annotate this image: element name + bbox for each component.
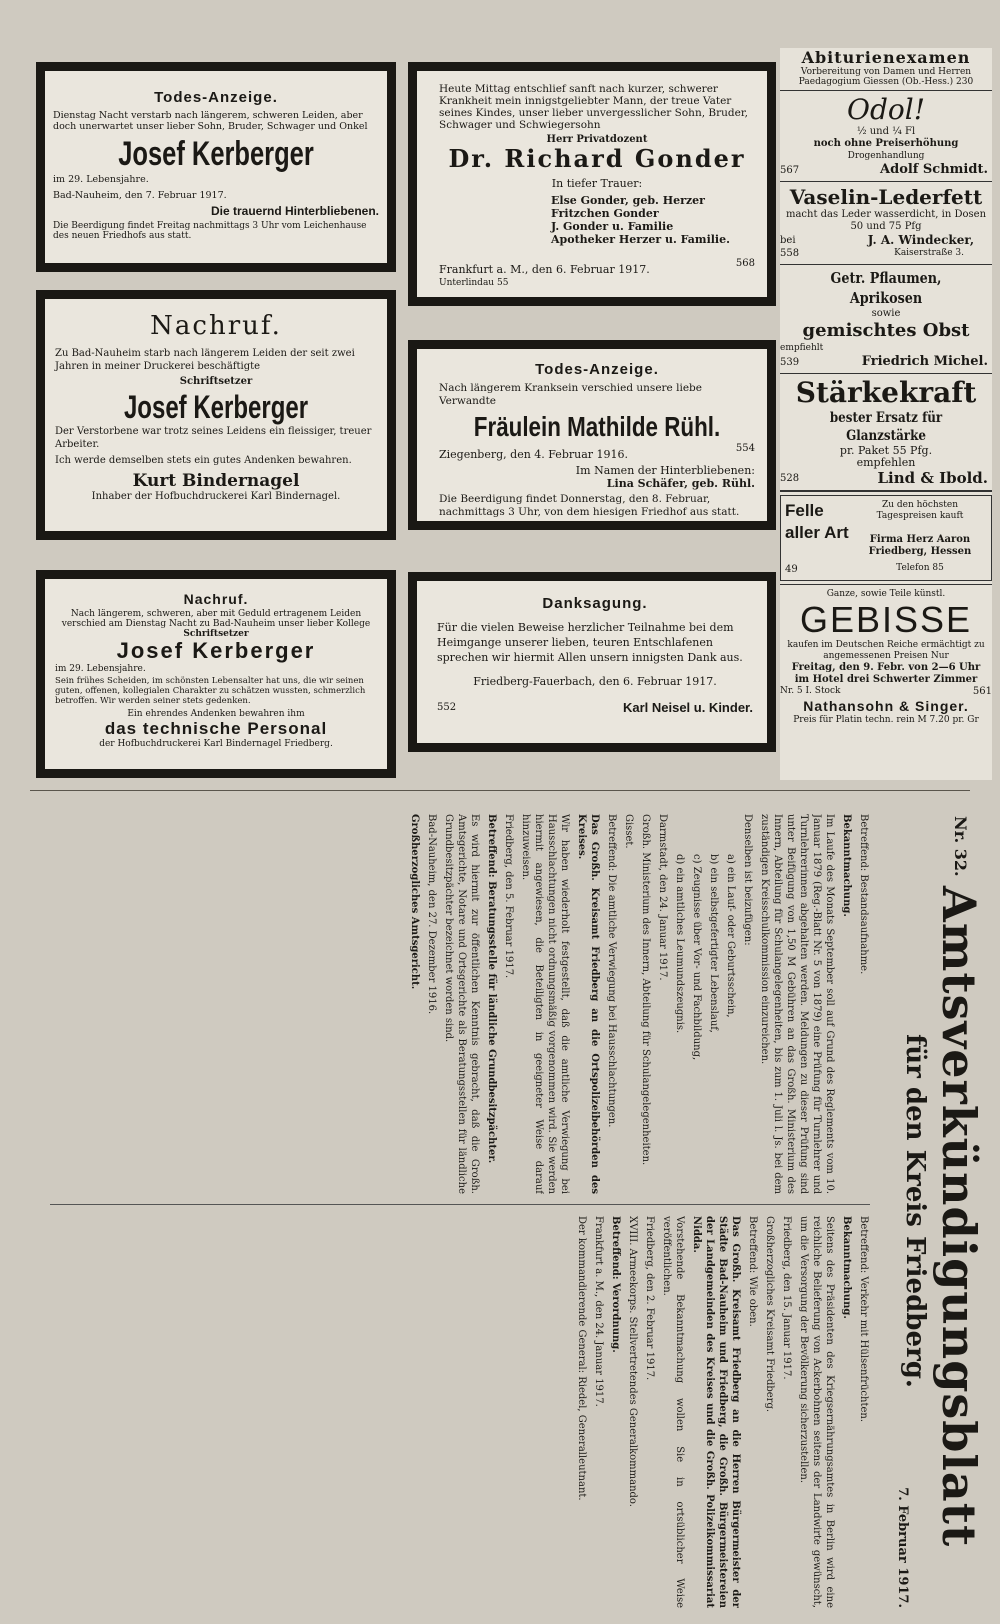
ad2-text2: Der Verstorbene war trotz seines Leidens ein fleissiger, treuer Arbeiter. — [55, 426, 372, 450]
ad3-text2: Sein frühes Scheiden, im schönsten Lebensalter hat uns, die wir seinen guten, offenen, kollegialen Charakter zu schätzen wussten, schmerzlich betroffen. Wir werden seiner stets gedenken. — [55, 676, 366, 706]
ad1-text: Dienstag Nacht verstarb nach längerem, schweren Leiden, aber doch unerwartet unser lieber Sohn, Bruder, Schwager und Onkel — [53, 110, 368, 132]
ad2-heading: Nachruf. — [150, 311, 282, 341]
felle-ad — [780, 495, 992, 581]
vaselin-num: 558 — [780, 248, 800, 259]
gazette-issue: Nr. 32. — [951, 816, 970, 877]
gazette-para: Im Laufe des Monats September soll auf Grund des Reglements vom 10. Januar 1879 (Reg.-Blatt Nr. 5 von 1879) eine Prüfung für Turnlehrer und Turnlehrerinnen abgehalten werden. Meldungen zu dieser Prüfung sind unter Beifügung von 1,50 M Gebühren an das Großh. Ministerium des Innern, Abteilung für Schulangelegenheiten, bis zum 1. Juli l. Js. bei dem zuständigen Kreisschulkommission einzureichen. — [759, 814, 835, 1194]
gazette-para: Betreffend: Bestandsaufnahme. — [858, 814, 869, 975]
pflaumen-title: Getr. Pflaumen, Aprikosen — [830, 269, 942, 307]
ad3-text: Nach längerem, schweren, aber mit Geduld ertragenem Leiden verschied am Dienstag Nacht zu Bad-Nauheim unser lieber Kollege — [61, 609, 371, 629]
gazette-para: c) Zeugnisse über Vor- und Fachbildung, — [691, 854, 702, 1061]
ad1-age: im 29. Lebensjahre. — [53, 174, 149, 185]
ad2-text: Zu Bad-Nauheim starb nach längerem Leiden der seit zwei Jahren in meiner Druckerei beschäftigte — [55, 348, 355, 372]
felle-text: Zu den höchsten Tagespreisen kauft — [876, 500, 964, 521]
gazette-para: Betreffend: Beratungsstelle für ländliche Grundbesitzpächter. — [486, 814, 497, 1164]
ad3-signer: das technische Personal — [104, 719, 328, 738]
ad5-signer: Lina Schäfer, geb. Rühl. — [606, 477, 755, 490]
ad5-text: Nach längerem Kranksein verschied unsere liebe Verwandte — [439, 382, 702, 407]
ad6-text: Für die vielen Beweise herzlicher Teilnahme bei dem Heimgange unserer lieben, teuren Entschlafenen sprechen wir hiermit Allen unsern innigsten Dank aus. — [437, 621, 743, 664]
ad2-signer: Kurt Bindernagel — [132, 471, 300, 491]
ad4-mourner: Fritzchen Gonder — [551, 207, 659, 220]
gebisse-date: Freitag, den 9. Febr. von 2—6 Uhr — [791, 662, 981, 673]
gazette-para: Das Großh. Kreisamt Friedberg an die Ortspolizeibehörden des Kreises. — [576, 814, 600, 1194]
gebisse-num: 561 — [972, 686, 992, 697]
ad2-role: Schriftsetzer — [179, 376, 253, 387]
vaselin-bei: bei — [780, 235, 796, 246]
gazette-para: Bekanntmachung. — [841, 1216, 852, 1319]
ad4-place: Frankfurt a. M., den 6. Februar 1917. — [439, 263, 650, 276]
felle-num: 49 — [785, 564, 798, 575]
pflaumen-name: Friedrich Michel. — [861, 354, 988, 369]
gebisse-title: GEBISSE — [799, 599, 973, 640]
gazette-para: Der kommandierende General: Riedel, Generalleutnant. — [576, 1216, 587, 1501]
gazette-para: Bad-Nauheim, den 27. Dezember 1916. — [426, 814, 437, 1015]
classified-ads-column — [780, 48, 992, 780]
gazette-para: Betreffend: Wie oben. — [747, 1216, 758, 1327]
felle-tel: Telefon 85 — [896, 563, 944, 573]
gazette-para: Bekanntmachung. — [841, 814, 852, 917]
ad4-name: Dr. Richard Gonder — [448, 144, 746, 173]
ad4-number: 568 — [735, 258, 755, 269]
abitur-text: Vorbereitung von Damen und Herren Paedagogium Giessen (Ob.-Hess.) 230 — [798, 67, 974, 87]
death-notice-ad-5 — [408, 340, 776, 530]
gazette-para: Seitens des Präsidenten des Kriegsernährungsamtes in Berlin wird eine reichliche Belieferung von Ackerbohnen seitens der Landwirte gewünscht, um die Versorgung der Bevölkerung sicherzustellen. — [798, 1216, 835, 1608]
ad4-mourner-list — [439, 194, 755, 246]
odol-frac: ½ und ¼ Fl — [856, 126, 916, 137]
ad4-mourner: Else Gonder, geb. Herzer — [551, 194, 705, 207]
gebisse-firm: Nathansohn & Singer. — [803, 698, 969, 714]
gazette-col-left — [50, 814, 870, 1194]
ad2-signer-title: Inhaber der Hofbuchdruckerei Karl Bindernagel. — [91, 491, 341, 502]
odol-num: 567 — [780, 165, 800, 176]
gebisse-hotel: im Hotel drei Schwerter Zimmer — [794, 674, 978, 685]
pflaumen-obst: gemischtes Obst — [802, 320, 970, 341]
ad4-text: Heute Mittag entschlief sanft nach kurzer, schwerer Krankheit mein innigstgeliebter Mann, der treue Vater seines Kindes, unser lieber unvergesslicher Sohn, Bruder, Schwager und Schwiegersohn — [439, 83, 749, 131]
ad5-place: Ziegenberg, den 4. Februar 1916. — [439, 448, 629, 461]
gazette-para: Das Großh. Kreisamt Friedberg an die Herren Bürgermeister der Städte Bad-Nauheim und Friedberg, die Großh. Bürgermeistereien der Landgemeinden des Kreises und die Großh. Polizeikommissariat Nidda. — [691, 1216, 741, 1608]
gazette-para: Darmstadt, den 24. Januar 1917. — [657, 814, 668, 981]
ad5-text2: Im Namen der Hinterbliebenen: — [575, 464, 755, 477]
gazette-para: Betreffend: Verkehr mit Hülsenfrüchten. — [858, 1216, 869, 1423]
ad4-mourner: Apotheker Herzer u. Familie. — [551, 233, 730, 246]
gazette-para: b) ein selbstgefertigter Lebenslauf, — [708, 854, 719, 1033]
ad3-signer-sub: der Hofbuchdruckerei Karl Bindernagel Friedberg. — [99, 739, 333, 749]
gazette-para: Friedberg, den 5. Februar 1917. — [503, 814, 514, 979]
gebisse-text: kaufen im Deutschen Reiche ermächtigt zu angemessenen Preisen Nur — [787, 640, 985, 661]
ad4-mourner: J. Gonder u. Familie — [551, 220, 674, 233]
vaselin-title: Vaselin-Lederfett — [789, 185, 983, 209]
gazette-para: Frankfurt a. M., den 24. Januar 1917. — [593, 1216, 604, 1407]
ad3-role: Schriftsetzer — [183, 629, 249, 639]
ad4-mourning: In tiefer Trauer: — [551, 177, 643, 190]
ad1-name: Josef Kerberger — [118, 135, 314, 173]
ad6-number: 552 — [437, 702, 457, 713]
gazette-para: Betreffend: Verordnung. — [610, 1216, 621, 1353]
death-notice-ad-4 — [408, 62, 776, 306]
ad4-title: Herr Privatdozent — [546, 134, 648, 145]
gazette-para: Großherzogliches Kreisamt Friedberg. — [764, 1216, 775, 1413]
staerke-price: pr. Paket 55 Pfg. — [839, 444, 933, 457]
ad5-heading: Todes-Anzeige. — [535, 361, 659, 378]
gazette-para: a) ein Lauf- oder Geburtsschein, — [725, 854, 736, 1018]
ad1-burial: Die Beerdigung findet Freitag nachmittags 3 Uhr vom Leichenhause des neuen Friedhofs aus statt. — [53, 221, 367, 241]
pflaumen-sowie: sowie — [871, 308, 901, 319]
staerke-text: bester Ersatz für Glanzstärke — [829, 410, 943, 444]
obituary-ad-2 — [36, 290, 396, 540]
gebisse-price: Preis für Platin techn. rein M 7.20 pr. Gr — [793, 715, 979, 725]
odol-shop: Drogenhandlung — [847, 151, 925, 161]
ad5-burial: Die Beerdigung findet Donnerstag, den 8. Februar, nachmittags 3 Uhr, von dem hiesigen Friedhof aus statt. — [439, 493, 740, 518]
gazette-para: Gisset. — [623, 814, 634, 849]
gazette-para: Großherzogliches Amtsgericht. — [409, 814, 420, 990]
gazette-masthead: Amtsverkündigungsblatt — [932, 886, 986, 1548]
gazette-para: Es wird hiermit zur öffentlichen Kenntnis gebracht, daß die Großh. Amtsgerichte, Notare und Ortsgerichte als Beratungsstellen für ländliche Grundbesitzpächter bezeichnet worden sind. — [443, 814, 480, 1194]
ad2-text3: Ich werde demselben stets ein gutes Andenken bewahren. — [55, 455, 352, 466]
staerke-title: Stärkekraft — [795, 376, 977, 409]
gazette-para: Vorstehende Bekanntmachung wollen Sie in ortsüblicher Weise veröffentlichen. — [661, 1216, 685, 1608]
vaselin-name: J. A. Windecker, — [867, 233, 974, 247]
gazette-para: Friedberg, den 2. Februar 1917. — [644, 1216, 655, 1381]
gazette-para: Wir haben wiederholt festgestellt, daß die amtliche Verwiegung bei Hausschlachtungen nicht ordnungsmäßig vorgenommen wird. Sie werden hiermit angewiesen, die Beteiligten in geeigneter Weise darauf hinzuweisen. — [520, 814, 570, 1194]
ad1-place: Bad-Nauheim, den 7. Februar 1917. — [53, 190, 227, 201]
ad1-heading: Todes-Anzeige. — [154, 89, 278, 106]
ad5-number: 554 — [735, 443, 755, 454]
death-notice-ad-1 — [36, 62, 396, 272]
gazette-col-right — [50, 1216, 870, 1608]
ad6-place: Friedberg-Fauerbach, den 6. Februar 1917. — [473, 675, 717, 688]
odol-logo: Odol! — [847, 93, 925, 126]
rotated-gazette — [40, 806, 990, 1618]
ad3-age: im 29. Lebensjahre. — [55, 664, 146, 674]
odol-text: noch ohne Preiserhöhung — [813, 138, 959, 149]
ad3-text3: Ein ehrendes Andenken bewahren ihm — [127, 709, 305, 719]
ad6-signer: Karl Neisel u. Kinder. — [622, 700, 753, 715]
gazette-para: Großh. Ministerium des Innern, Abteilung für Schulangelegenheiten. — [640, 814, 651, 1166]
vaselin-addr: Kaiserstraße 3. — [894, 248, 964, 258]
odol-name: Adolf Schmidt. — [880, 162, 988, 177]
felle-firm: Firma Herz Aaron Friedberg, Hessen — [868, 534, 972, 557]
thanks-ad-6 — [408, 572, 776, 752]
gazette-para: Friedberg, den 15. Januar 1917. — [781, 1216, 792, 1380]
staerke-name: Lind & Ibold. — [877, 469, 988, 487]
section-divider — [30, 790, 970, 791]
gazette-para: Denselben ist beizufügen: — [742, 814, 753, 946]
pflaumen-num: 539 — [780, 357, 800, 368]
vaselin-text: macht das Leder wasserdicht, in Dosen 50 und 75 Pfg — [785, 209, 987, 232]
gebisse-pre: Ganze, sowie Teile künstl. — [826, 589, 946, 599]
gazette-para: d) ein amtliches Leumundszeugnis. — [674, 854, 685, 1034]
gazette-para: Betreffend: Die amtliche Verwiegung bei Hausschlachtungen. — [606, 814, 617, 1128]
gazette-date: 7. Februar 1917. — [895, 1487, 910, 1608]
staerke-emp: empfehlen — [856, 456, 916, 469]
felle-title: Felle aller Art — [785, 501, 849, 542]
ad3-heading: Nachruf. — [183, 591, 249, 607]
gebisse-room: Nr. 5 I. Stock — [780, 686, 841, 696]
gazette-para: XVIII. Armeekorps. Stellvertretendes Generalkommando. — [627, 1216, 638, 1507]
ad4-address: Unterlindau 55 — [439, 278, 509, 288]
staerke-num: 528 — [780, 473, 800, 484]
obituary-ad-3 — [36, 570, 396, 778]
gazette-subtitle: für den Kreis Friedberg. — [900, 1034, 930, 1388]
abitur-title: Abiturienexamen — [801, 48, 971, 67]
ad3-name: Josef Kerberger — [116, 638, 316, 663]
ad2-name: Josef Kerberger — [123, 389, 309, 425]
pflaumen-emp: empfiehlt — [780, 343, 824, 353]
ad1-mourners: Die trauernd Hinterbliebenen. — [210, 204, 379, 218]
ad6-heading: Danksagung. — [542, 595, 648, 612]
ad5-name: Fräulein Mathilde Rühl. — [473, 411, 721, 442]
